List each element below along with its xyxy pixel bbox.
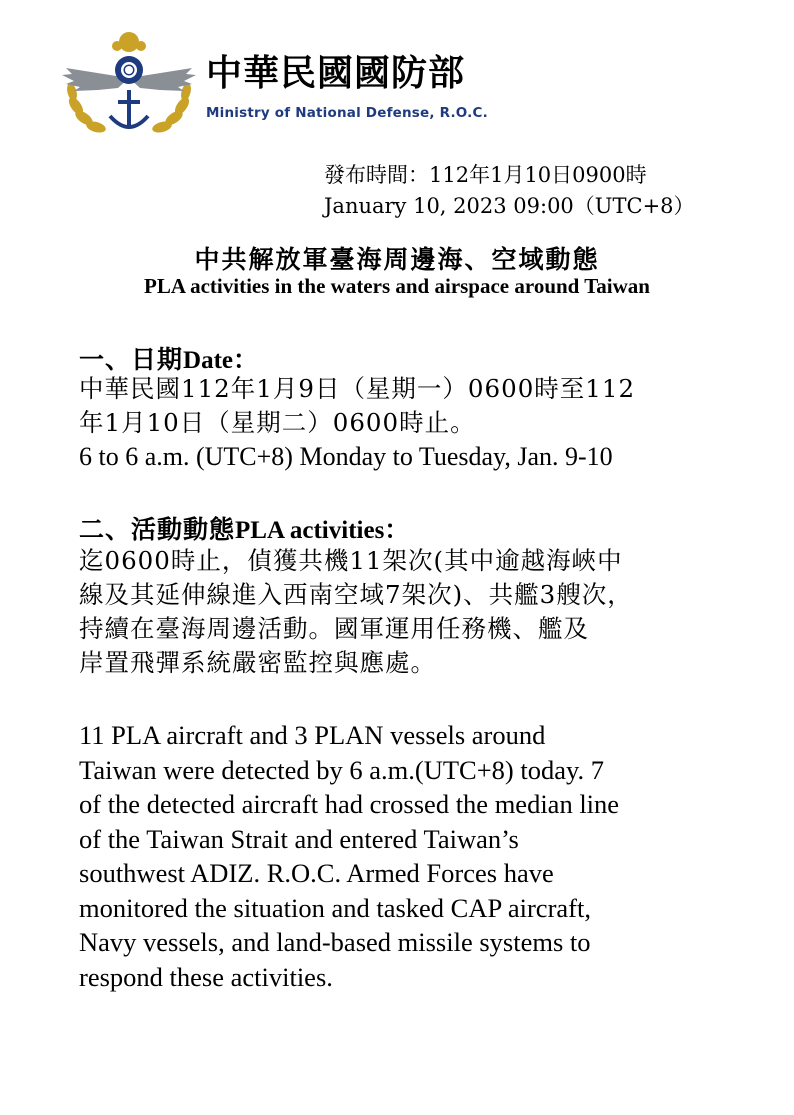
page-title-zh: 中共解放軍臺海周邊海、空域動態 [194, 245, 600, 274]
activities-en-line-1: 11 PLA aircraft and 3 PLAN vessels around [79, 720, 546, 750]
activities-zh-line-2: 線及其延伸線進入西南空域7架次)、共艦3艘次， [79, 580, 633, 609]
release-time-en: January 10, 2023 09:00（UTC+8） [324, 194, 695, 218]
release-time-zh: 發布時間：112年1月10日0900時 [324, 163, 647, 187]
section-activities-heading-en: PLA activities： [235, 517, 410, 544]
section-activities-en [79, 718, 779, 994]
section-date-heading-zh: 一、日期 [79, 345, 184, 374]
activities-en-line-5: southwest ADIZ. R.O.C. Armed Forces have [79, 858, 554, 888]
section-activities-heading [79, 510, 409, 546]
org-name-en: Ministry of National Defense, R.O.C. [206, 105, 488, 121]
section-activities-heading-zh: 二、活動動態 [79, 515, 236, 544]
date-line-3: 6 to 6 a.m. (UTC+8) Monday to Tuesday, Jan. 9-10 [79, 442, 613, 471]
activities-en-line-4: of the Taiwan Strait and entered Taiwan’s [79, 823, 519, 854]
section-date-body [79, 372, 779, 474]
activities-en-line-3: of the detected aircraft had crossed the median line [79, 789, 620, 819]
activities-en-line-2: Taiwan were detected by 6 a.m.(UTC+8) today. 7 [79, 754, 604, 785]
release-time [324, 160, 695, 222]
org-name-zh: 中華民國國防部 [206, 53, 466, 94]
activities-en-line-8: respond these activities. [79, 961, 333, 992]
activities-en-line-6: monitored the situation and tasked CAP aircraft, [79, 892, 591, 923]
section-activities-zh [79, 544, 779, 680]
activities-en-line-7: Navy vessels, and land-based missile systems to [79, 927, 591, 957]
date-line-2: 年1月10日（星期二）0600時止。 [79, 408, 476, 437]
activities-zh-line-4: 岸置飛彈系統嚴密監控與應處。 [79, 648, 436, 677]
page-title-en: PLA activities in the waters and airspace around Taiwan [144, 274, 650, 298]
section-date-heading-en: Date： [183, 347, 258, 374]
mnd-emblem-icon [58, 28, 200, 140]
section-date-heading [79, 340, 258, 376]
date-line-1: 中華民國112年1月9日（星期一）0600時至112 [79, 374, 636, 403]
activities-zh-line-1: 迄0600時止，偵獲共機11架次(其中逾越海峽中 [79, 546, 623, 575]
activities-zh-line-3: 持續在臺海周邊活動。國軍運用任務機、艦及 [79, 614, 589, 643]
